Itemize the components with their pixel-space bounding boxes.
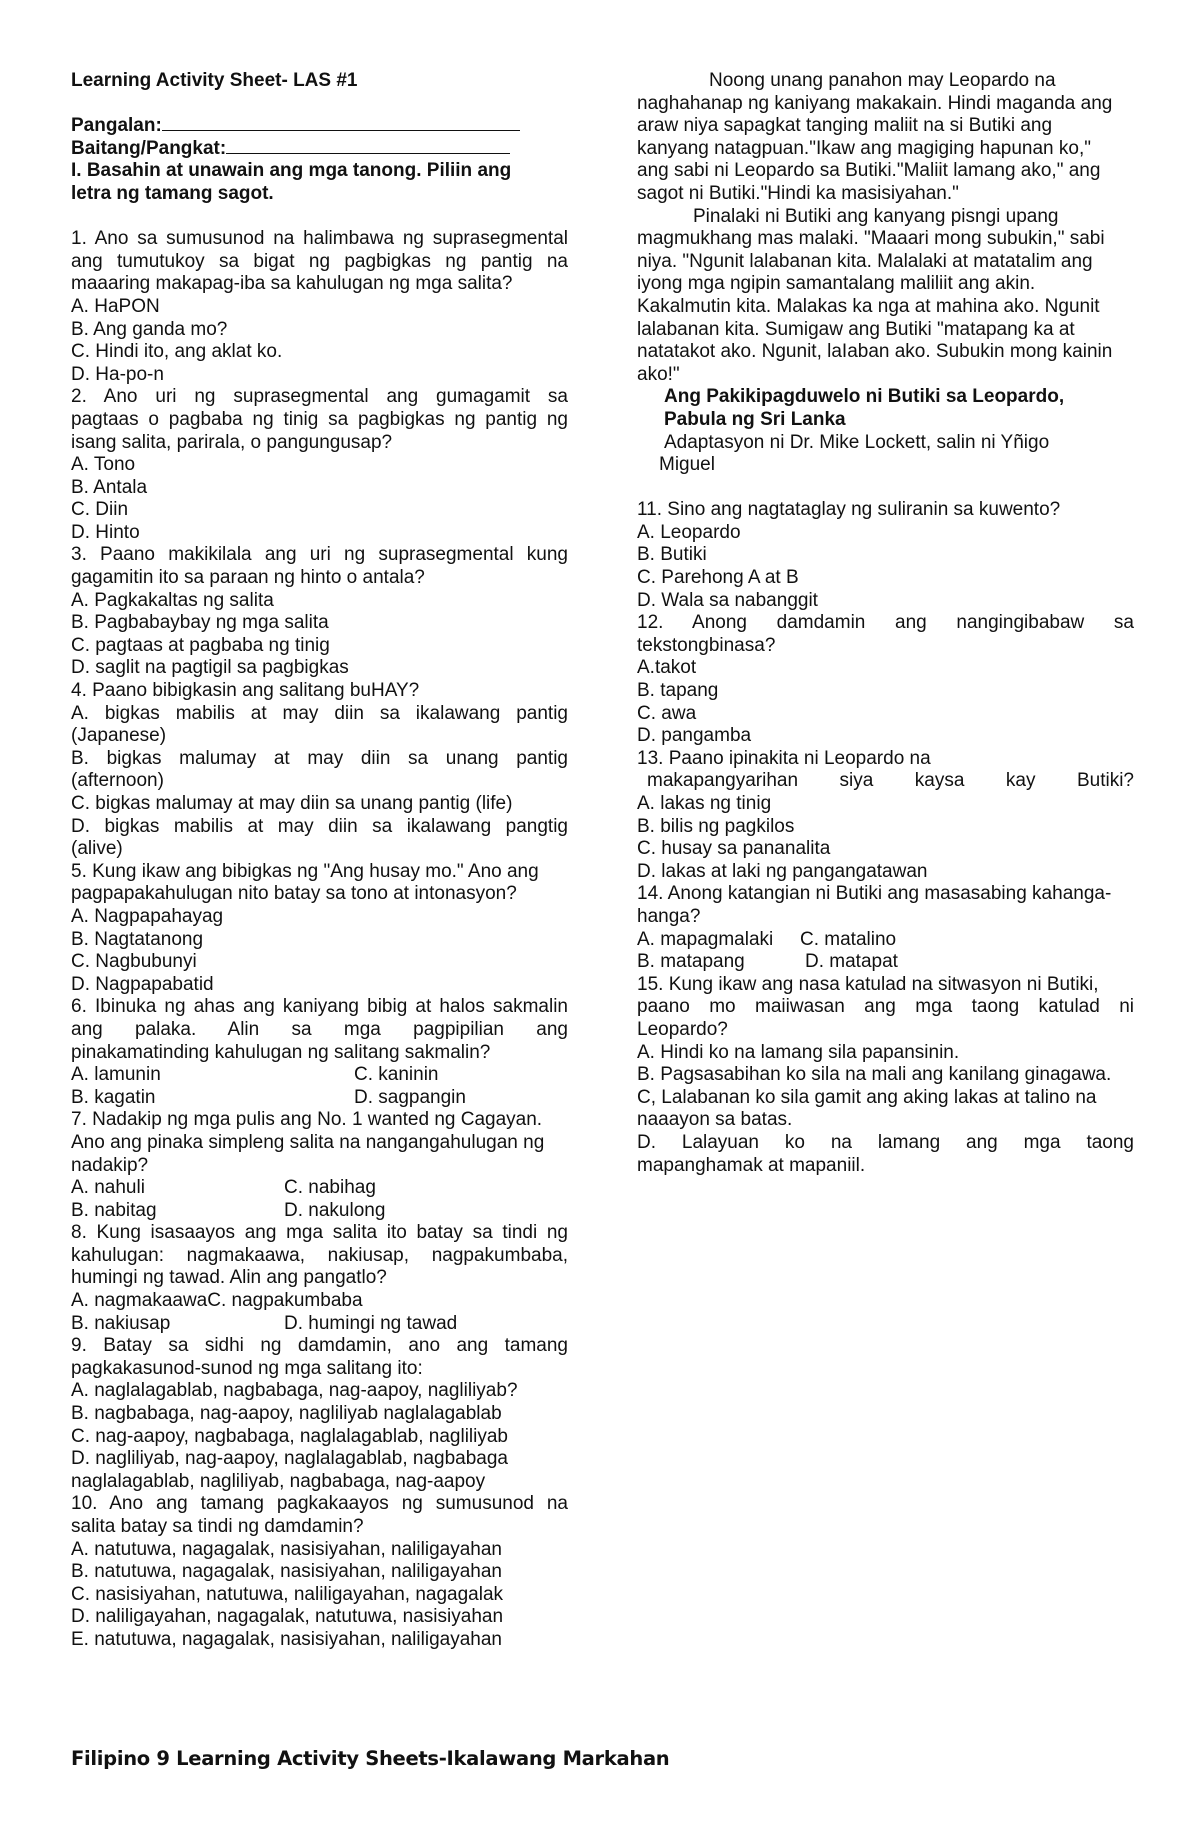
choice: B. Antala (71, 476, 148, 498)
choice-row (71, 1200, 568, 1223)
story-paragraph: kanyang natagpuan."Ikaw ang magiging hapunan ko," (637, 137, 1091, 159)
left-column (71, 70, 568, 1652)
choice: C. Hindi ito, ang aklat ko. (71, 341, 283, 363)
choice: E. natutuwa, nagagalak, nasisiyahan, naliligayahan (71, 1628, 502, 1650)
story-paragraph: Pinalaki ni Butiki ang kanyang pisngi upang (693, 205, 1059, 227)
question-5: pagpapakahulugan nito batay sa tono at intonasyon? (71, 883, 517, 905)
name-field (71, 115, 568, 138)
choice: B. Pagsasabihan ko sila na mali ang kanilang ginagawa. (637, 1064, 1112, 1086)
choice: D. Lalayuan ko na lamang ang mga taong (637, 1131, 1134, 1153)
story-source: Miguel (659, 454, 715, 476)
choice: D. Hinto (71, 521, 140, 543)
story-paragraph: iyong mga ngipin samantalang maliliit ang akin. (637, 273, 1036, 295)
story-title: Pabula ng Sri Lanka (664, 408, 846, 430)
choice: C. nabihag (284, 1177, 376, 1199)
story-source: Adaptasyon ni Dr. Mike Lockett, salin ni Yñigo (664, 431, 1050, 453)
question-15: paano mo maiiwasan ang mga taong katulad ni (637, 996, 1134, 1018)
choice: B. nakiusap (71, 1312, 171, 1334)
choice: mapanghamak at mapaniil. (637, 1154, 866, 1176)
question-3: gagamitin ito sa paraan ng hinto o antala? (71, 567, 425, 589)
question-2: isang salita, parirala, o pangungusap? (71, 431, 393, 453)
instruction-line: letra ng tamang sagot. (71, 182, 274, 204)
choice: B. nabitag (71, 1199, 157, 1221)
choice: D. nakulong (284, 1199, 386, 1221)
choice: C. matalino (800, 928, 897, 950)
question-1: maaaring makapag-iba sa kahulugan ng mga salita? (71, 273, 513, 295)
question-4: 4. Paano bibigkasin ang salitang buHAY? (71, 680, 420, 702)
choice: C. nasisiyahan, natutuwa, naliligayahan, nagagalak (71, 1583, 504, 1605)
choice-row (71, 1087, 568, 1110)
question-8: 8. Kung isasaayos ang mga salita ito batay sa tindi ng (71, 1222, 568, 1244)
choice: C. nag-aapoy, nagbabaga, naglalagablab, nagliliyab (71, 1425, 508, 1447)
choice: B. bilis ng pagkilos (637, 815, 795, 837)
choice: D. Ha-po-n (71, 363, 164, 385)
choice-row (71, 1177, 568, 1200)
choice: A. naglalagablab, nagbabaga, nag-aapoy, nagliliyab? (71, 1380, 518, 1402)
question-15: Leopardo? (637, 1018, 728, 1040)
name-blank[interactable] (162, 115, 520, 131)
choice: naaayon sa batas. (637, 1109, 793, 1131)
choice: A. nahuli (71, 1177, 145, 1199)
story-paragraph: ang sabi ni Leopardo sa Butiki."Maliit lamang ako," ang (637, 160, 1101, 182)
choice: C. awa (637, 702, 697, 724)
choice: B. Ang ganda mo? (71, 318, 228, 340)
question-3: 3. Paano makikilala ang uri ng suprasegmental kung (71, 544, 568, 566)
choice: A. nagmakaawaC. nagpakumbaba (71, 1290, 363, 1312)
question-6: ang palaka. Alin sa mga pagpipilian ang (71, 1018, 568, 1040)
choice: C. pagtaas at pagbaba ng tinig (71, 634, 330, 656)
choice: C, Lalabanan ko sila gamit ang aking lakas at talino na (637, 1086, 1097, 1108)
choice: A. Hindi ko na lamang sila papansinin. (637, 1041, 960, 1063)
question-1: ang tumutukoy sa bigat ng pagbigkas ng pantig na (71, 250, 568, 272)
choice: C. Diin (71, 499, 129, 521)
question-11: 11. Sino ang nagtataglay ng suliranin sa kuwento? (637, 499, 1061, 521)
page-footer: Filipino 9 Learning Activity Sheets-Ikalawang Markahan (71, 1747, 670, 1770)
question-14: 14. Anong katangian ni Butiki ang masasabing kahanga- (637, 883, 1112, 905)
choice: D. matapat (805, 951, 898, 973)
choice: (afternoon) (71, 770, 164, 792)
question-12: 12. Anong damdamin ang nangingibabaw sa (637, 612, 1134, 634)
grade-field (71, 138, 568, 161)
question-14: hanga? (637, 905, 701, 927)
choice: B. Butiki (637, 544, 707, 566)
choice: A. mapagmalaki (637, 928, 774, 950)
story-paragraph: ako!" (637, 363, 680, 385)
choice: A. Pagkakaltas ng salita (71, 589, 274, 611)
choice: B. Nagtatanong (71, 928, 204, 950)
choice: B. bigkas malumay at may diin sa unang pantig (71, 747, 568, 769)
choice: D. lakas at laki ng pangangatawan (637, 860, 928, 882)
choice: B. nagbabaga, nag-aapoy, nagliliyab naglalagablab (71, 1403, 502, 1425)
story-paragraph: Kakalmutin kita. Malakas ka nga at mahina ako. Ngunit (637, 295, 1100, 317)
question-13: 13. Paano ipinakita ni Leopardo na (637, 747, 931, 769)
choice: D. saglit na pagtigil sa pagbigkas (71, 657, 349, 679)
choice: C. Nagbubunyi (71, 951, 197, 973)
choice: (Japanese) (71, 725, 167, 747)
choice: A. bigkas mabilis at may diin sa ikalawang pantig (71, 702, 568, 724)
choice: A. lamunin (71, 1064, 161, 1086)
choice: B. matapang (637, 951, 745, 973)
choice: B. natutuwa, nagagalak, nasisiyahan, naliligayahan (71, 1561, 502, 1583)
question-7: 7. Nadakip ng mga pulis ang No. 1 wanted ng Cagayan. (71, 1109, 543, 1131)
choice: A. lakas ng tinig (637, 793, 772, 814)
name-label: Pangalan: (71, 115, 162, 137)
choice: D. Nagpapabatid (71, 973, 214, 995)
choice: D. pangamba (637, 725, 752, 747)
choice: D. sagpangin (354, 1086, 466, 1108)
story-paragraph: sagot ni Butiki."Hindi ka masisiyahan." (637, 182, 959, 204)
question-10: 10. Ano ang tamang pagkakaayos ng sumusunod na (71, 1493, 568, 1515)
choice: D. humingi ng tawad (284, 1312, 458, 1334)
choice: C. Parehong A at B (637, 567, 799, 589)
choice-row (637, 929, 1134, 952)
choice: B. tapang (637, 680, 719, 702)
choice: C. kaninin (354, 1064, 439, 1086)
right-column (637, 70, 1134, 1177)
question-6: 6. Ibinuka ng ahas ang kaniyang bibig at halos sakmalin (71, 996, 568, 1018)
story-paragraph: niya. "Ngunit lalabanan kita. Malalaki at matatalim ang (637, 250, 1093, 272)
story-paragraph: magmukhang mas malaki. "Maaari mong subukin," sabi (637, 228, 1105, 250)
question-10: salita batay sa tindi ng damdamin? (71, 1516, 364, 1537)
question-8: humingi ng tawad. Alin ang pangatlo? (71, 1267, 387, 1289)
choice: A. natutuwa, nagagalak, nasisiyahan, naliligayahan (71, 1538, 502, 1560)
question-1: 1. Ano sa sumusunod na halimbawa ng suprasegmental (71, 228, 568, 250)
choice: C. husay sa pananalita (637, 838, 831, 860)
story-paragraph: lalabanan kita. Sumigaw ang Butiki "matapang ka at (637, 318, 1075, 340)
choice: A.takot (637, 657, 697, 679)
story-paragraph: naghahanap ng kaniyang makakain. Hindi maganda ang (637, 92, 1113, 114)
question-2: 2. Ano uri ng suprasegmental ang gumagamit sa (71, 386, 568, 408)
question-8: kahulugan: nagmakaawa, nakiusap, nagpakumbaba, (71, 1244, 568, 1266)
story-paragraph: araw niya sapagkat tanging maliit na si Butiki ang (637, 115, 1053, 137)
choice: A. Leopardo (637, 521, 741, 543)
choice: B. kagatin (71, 1086, 156, 1108)
choice: D. naliligayahan, nagagalak, natutuwa, nasisiyahan (71, 1606, 504, 1628)
instruction-line: I. Basahin at unawain ang mga tanong. Piliin ang (71, 160, 512, 182)
choice: A. HaPON (71, 295, 160, 317)
choice-row (637, 951, 1134, 974)
question-2: pagtaas o pagbaba ng tinig sa pagbigkas ng pantig ng (71, 408, 568, 430)
story-paragraph: natatakot ako. Ngunit, laIaban ako. Subukin mong kainin (637, 341, 1113, 363)
choice: C. bigkas malumay at may diin sa unang pantig (life) (71, 793, 513, 814)
question-6: pinakamatinding kahulugan ng salitang sakmalin? (71, 1041, 491, 1063)
story-paragraph: Noong unang panahon may Leopardo na (709, 70, 1056, 91)
choice: naglalagablab, nagliliyab, nagbabaga, nag-aapoy (71, 1470, 486, 1492)
choice: B. Pagbabaybay ng mga salita (71, 612, 329, 634)
question-7: Ano ang pinaka simpleng salita na nangangahulugan ng (71, 1131, 545, 1153)
question-15: 15. Kung ikaw ang nasa katulad na sitwasyon ni Butiki, (637, 973, 1099, 995)
choice: D. nagliliyab, nag-aapoy, naglalagablab, nagbabaga (71, 1448, 508, 1470)
grade-blank[interactable] (226, 138, 510, 154)
choice-row (71, 1313, 568, 1336)
choice: A. Nagpapahayag (71, 905, 224, 927)
question-5: 5. Kung ikaw ang bibigkas ng "Ang husay mo." Ano ang (71, 860, 539, 882)
choice-row (71, 1064, 568, 1087)
sheet-title: Learning Activity Sheet- LAS #1 (71, 70, 358, 91)
choice: D. bigkas mabilis at may diin sa ikalawang pangtig (71, 815, 568, 837)
choice: (alive) (71, 838, 123, 860)
story-title: Ang Pakikipagduwelo ni Butiki sa Leopardo, (664, 386, 1065, 408)
question-9: 9. Batay sa sidhi ng damdamin, ano ang tamang (71, 1335, 568, 1357)
question-9: pagkakasunod-sunod ng mga salitang ito: (71, 1357, 423, 1379)
question-7: nadakip? (71, 1154, 149, 1176)
choice: A. Tono (71, 454, 136, 476)
choice: D. Wala sa nabanggit (637, 589, 818, 611)
question-12: tekstongbinasa? (637, 634, 776, 656)
question-13: makapangyarihan siya kaysa kay Butiki? (647, 770, 1134, 792)
grade-label: Baitang/Pangkat: (71, 137, 227, 159)
